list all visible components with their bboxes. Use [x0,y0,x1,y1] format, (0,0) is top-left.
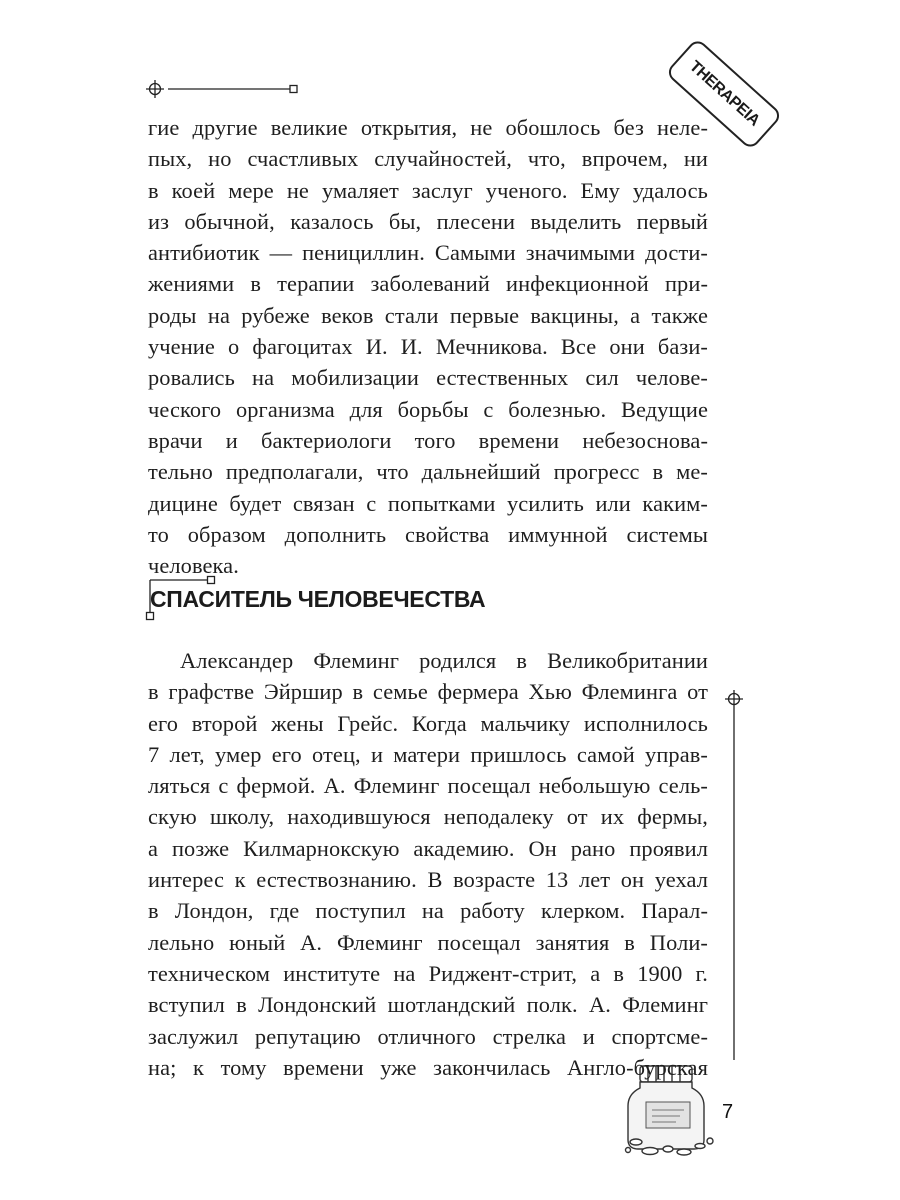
text-line: 7 лет, умер его отец, и матери пришлось самой управ- [148,741,708,767]
text-line: его второй жены Грейс. Когда мальчику исполнилось [148,710,708,736]
text-line: из обычной, казалось бы, плесени выделить первый [148,208,708,234]
text-line: гие другие великие открытия, не обошлось без неле- [148,115,708,140]
text-line: учение о фагоцитах И. И. Мечникова. Все они бази- [148,334,708,360]
text-line: на; к тому времени уже закончилась Англо-бурская [148,1054,708,1080]
text-line: жениями в терапии заболеваний инфекционной при- [148,271,708,297]
section-heading: СПАСИТЕЛЬ ЧЕЛОВЕЧЕСТВА [150,586,486,612]
text-line: заслужил репутацию отличного стрелка и спортсме- [148,1023,708,1049]
text-line: врачи и бактериологи того времени небезоснова- [148,427,708,453]
text-line: роды на рубеже веков стали первые вакцины, а также [148,302,708,328]
paragraph-1 [148,112,708,581]
text-line: тельно предполагали, что дальнейший прогресс в ме- [148,459,708,485]
text-line: дицине будет связан с попытками усилить или каким- [148,490,708,516]
text-line: скую школу, находившуюся неподалеку от их фермы, [148,804,708,830]
text-line: Александер Флеминг родился в Великобритании [180,648,708,673]
text-line: ляться с фермой. А. Флеминг посещал небольшую сель- [148,773,708,799]
text-line: в графстве Эйршир в семье фермера Хью Флеминга от [148,679,708,705]
text-line: антибиотик — пенициллин. Самыми значимыми дости- [148,240,708,266]
crosshair-icon [146,80,164,98]
paragraph-2 [148,645,708,1083]
text-line: человека. [148,553,239,579]
text-line: то образом дополнить свойства иммунной системы [148,521,708,547]
tab-label: THERAPEIA [685,57,763,130]
text-line: техническом институте на Риджент-стрит, а в 1900 г. [148,960,708,986]
text-line: в Лондон, где поступил на работу клерком. Парал- [148,898,708,924]
text-line: ровались на мобилизации естественных сил челове- [148,365,708,391]
text-line: пых, но счастливых случайностей, что, впрочем, ни [148,146,708,172]
text-line: в коей мере не умаляет заслуг ученого. Ему удалось [148,177,708,203]
text-line: а позже Килмарнокскую академию. Он рано проявил [148,835,708,861]
text-line: ческого организма для борьбы с болезнью. Ведущие [148,396,708,422]
top-rule-end-square [290,86,297,93]
text-line: интерес к естествознанию. В возрасте 13 лет он уехал [148,867,708,893]
crosshair-icon [725,690,743,708]
text-line: лельно юный А. Флеминг посещал занятия в Поли- [148,929,708,955]
text-line: вступил в Лондонский шотландский полк. А. Флеминг [148,992,708,1018]
page-number: 7 [722,1101,734,1123]
